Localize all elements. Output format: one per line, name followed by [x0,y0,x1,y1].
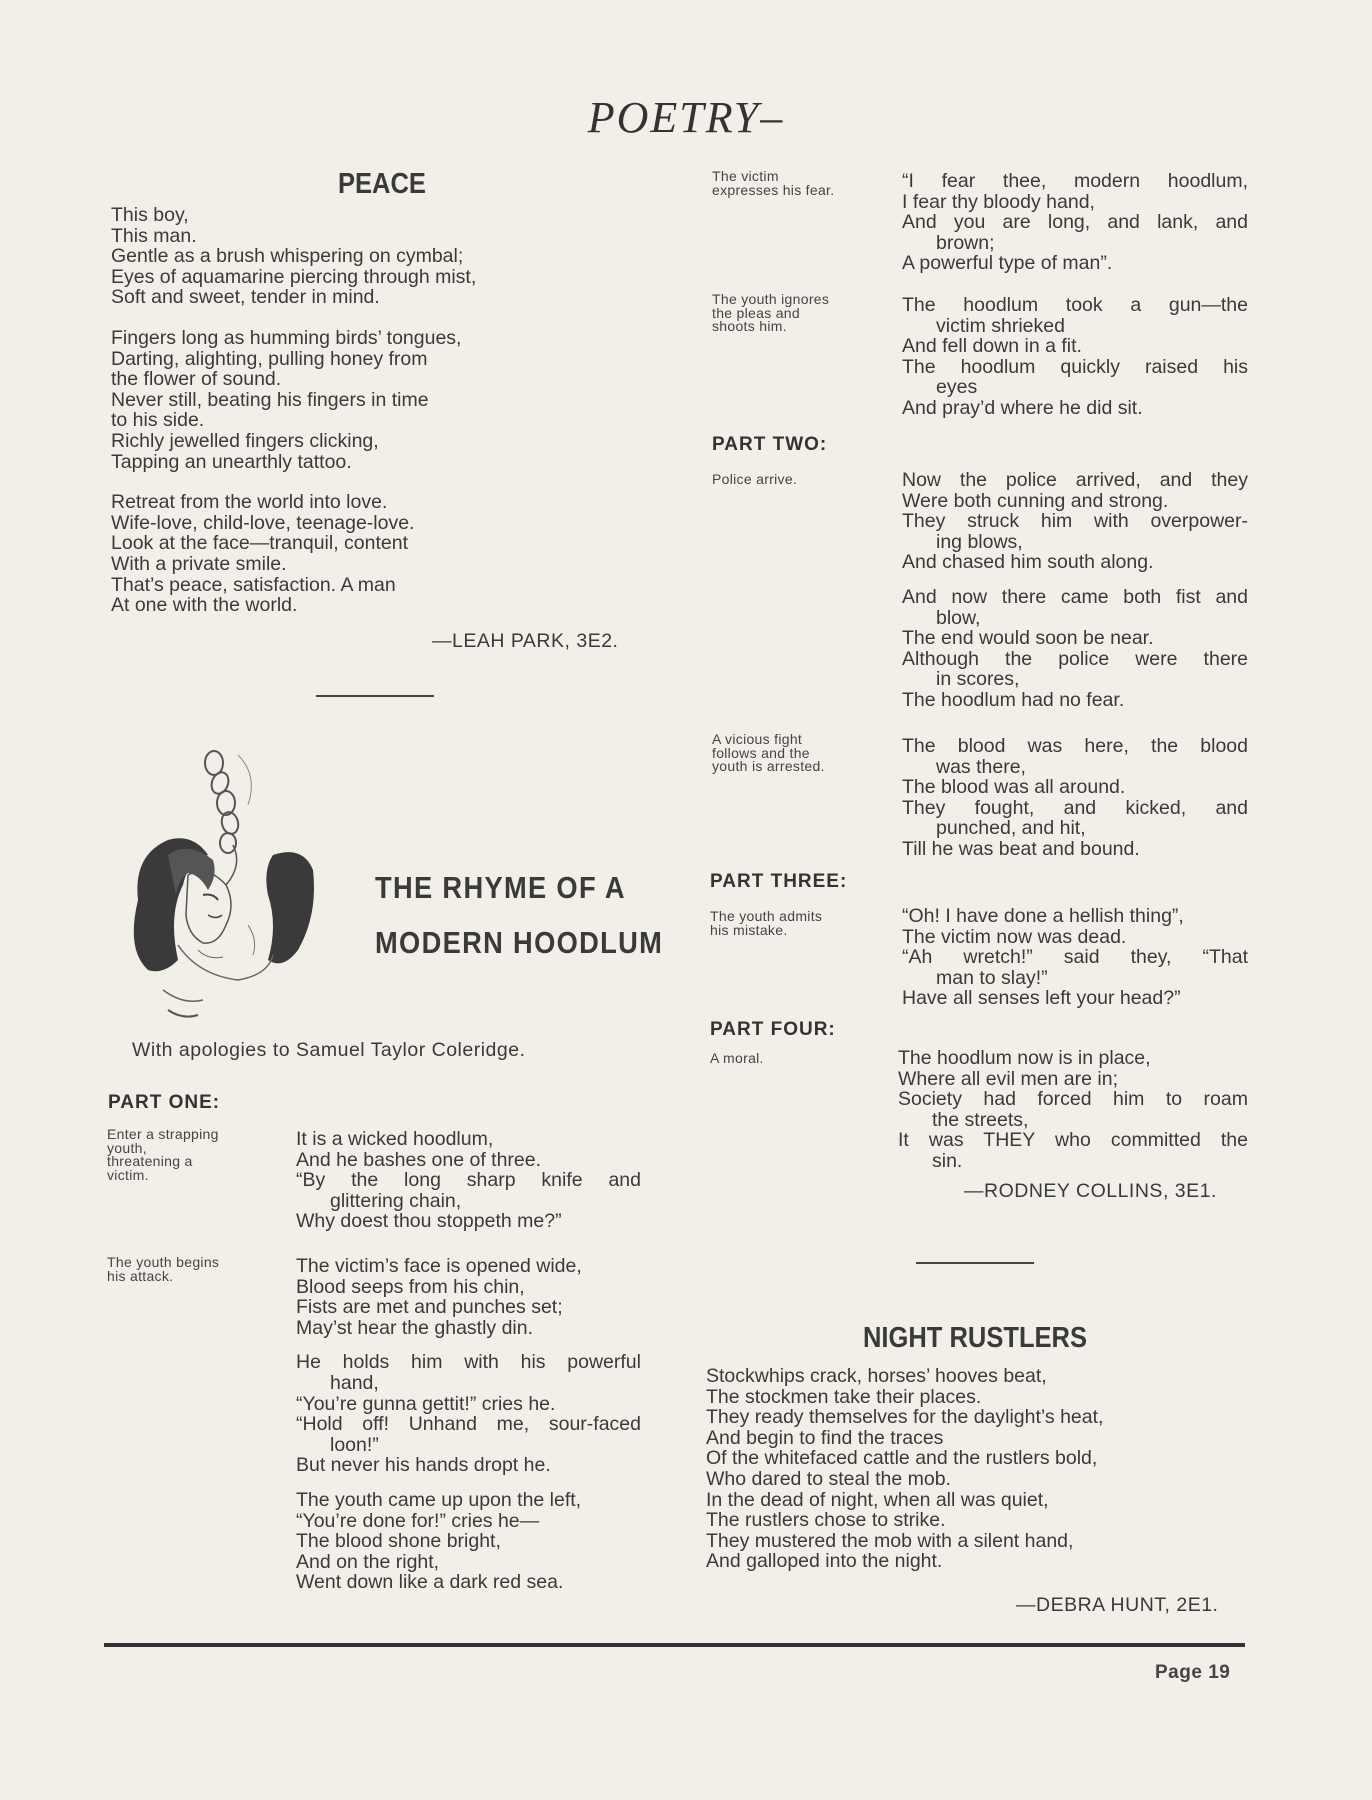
poem-line: “You’re gunna gettit!” cries he. [296,1392,556,1415]
note-line: The youth begins [107,1254,220,1270]
poem-line: sin. [932,1149,963,1172]
part-one-heading: PART ONE: [108,1092,221,1113]
poem-line: Richly jewelled fingers clicking, [111,429,379,452]
stanza [902,736,1248,860]
poem-line: Now the police arrived, and they [902,469,1248,491]
poem-line: Blood seeps from his chin, [296,1275,525,1298]
note-line: The victim [712,168,779,184]
poem-line: Fists are met and punches set; [296,1296,563,1319]
poem-line: “You’re done for!” cries he— [296,1509,540,1532]
poem-line: Have all senses left your head?” [902,987,1181,1010]
poem-line: This boy, [111,204,189,226]
stanza [898,1048,1248,1172]
poem-line: Eyes of aquamarine piercing through mist, [111,265,477,288]
footer-rule [104,1643,1245,1647]
peace-title: PEACE [338,168,426,200]
margin-note [712,170,882,197]
poem-line: And on the right, [296,1550,440,1573]
poem-line: The end would soon be near. [902,627,1154,650]
poem-line: This man. [111,224,197,247]
rustlers-title: NIGHT RUSTLERS [863,1322,1088,1354]
poem-line: May’st hear the ghastly din. [296,1316,534,1339]
note-line: victim. [107,1166,149,1183]
poem-line: It was THEY who committed the [898,1129,1248,1152]
poem-line: Where all evil men are in; [898,1067,1119,1090]
poem-line: And fell down in a fit. [902,335,1082,358]
poem-line: The hoodlum now is in place, [898,1047,1151,1069]
poem-line: blow, [936,606,981,629]
poem-line: At one with the world. [111,594,298,617]
note-line: the pleas and [712,304,800,321]
poem-line: loon!” [330,1433,379,1456]
note-line: A moral. [710,1050,764,1066]
poem-line: The blood shone bright, [296,1530,501,1553]
poem-line: But never his hands dropt he. [296,1454,551,1477]
poem-line: That’s peace, satisfaction. A man [111,573,396,596]
poem-line: The youth came up upon the left, [296,1488,582,1511]
poem-line: They fought, and kicked, and [902,796,1248,819]
stanza [902,470,1248,711]
peace-poem [111,205,651,616]
poem-line: “I fear thee, modern hoodlum, [902,170,1248,192]
poem-line: In the dead of night, when all was quiet, [706,1488,1049,1511]
poem-line: The blood was here, the blood [902,735,1248,757]
note-line: his mistake. [710,921,788,938]
part-four-heading: PART FOUR: [710,1019,836,1040]
stanza [902,906,1248,1009]
rustlers-author: —DEBRA HUNT, 2E1. [1016,1594,1219,1616]
note-line: shoots him. [712,318,787,334]
margin-note [710,1052,880,1066]
margin-note [107,1128,267,1182]
poem-line: Gentle as a brush whispering on cymbal; [111,245,464,268]
note-line: threatening a [107,1153,193,1169]
note-line: youth, [107,1139,147,1156]
poem-line: in scores, [936,668,1020,691]
poem-line: was there, [936,755,1026,778]
poem-line: Retreat from the world into love. [111,491,388,514]
note-line: his attack. [107,1267,174,1284]
poem-line: Till he was beat and bound. [902,837,1140,860]
stanza [296,1129,641,1232]
poem-line: They struck him with overpower- [902,510,1248,533]
poem-line: Of the whitefaced cattle and the rustlers bold, [706,1447,1098,1470]
poem-line: Were both cunning and strong. [902,489,1169,512]
poem-line: The hoodlum took a gun—the [902,294,1248,316]
poem-line: They mustered the mob with a silent hand, [706,1529,1074,1552]
poem-line: And galloped into the night. [706,1550,943,1573]
poem-line: Soft and sweet, tender in mind. [111,286,380,309]
poem-line: glittering chain, [330,1189,462,1212]
note-line: Police arrive. [712,471,798,487]
note-line: follows and the [712,744,810,761]
poem-line: It is a wicked hoodlum, [296,1128,494,1150]
note-line: The youth admits [710,908,823,924]
poem-line: I fear thy bloody hand, [902,190,1095,213]
poem-line: Although the police were there [902,647,1248,670]
hoodlum-illustration [108,745,333,1030]
poem-line: The hoodlum had no fear. [902,688,1125,711]
part-three-heading: PART THREE: [710,871,848,892]
rustlers-poem [706,1366,1246,1572]
margin-note [107,1256,267,1283]
note-line: Enter a strapping [107,1126,219,1142]
note-line: A vicious fight [712,731,803,747]
poem-line: brown; [936,231,995,254]
poem-line: Never still, beating his fingers in time [111,388,429,411]
poem-line: The victim’s face is opened wide, [296,1255,582,1277]
poem-line: punched, and hit, [936,817,1086,840]
poem-line: “Oh! I have done a hellish thing”, [902,905,1184,927]
margin-note [710,910,880,937]
poem-line: And chased him south along. [902,551,1154,574]
poem-line: Look at the face—tranquil, content [111,532,409,555]
poem-line: The rustlers chose to strike. [706,1509,946,1532]
page-header: POETRY– [587,93,785,142]
page-number: Page 19 [1155,1662,1231,1683]
poem-line: eyes [936,376,978,399]
poem-line: man to slay!” [936,966,1048,989]
hoodlum-subtitle: With apologies to Samuel Taylor Coleridge. [132,1039,526,1061]
poem-line: And pray’d where he did sit. [902,396,1143,419]
divider [316,695,434,697]
poem-line: Wife-love, child-love, teenage-love. [111,511,415,534]
stanza [902,295,1248,419]
poem-line: Darting, alighting, pulling honey from [111,347,428,370]
poem-line: to his side. [111,409,205,432]
stanza [902,171,1248,274]
peace-author: —LEAH PARK, 3E2. [432,630,619,652]
poem-line: Why doest thou stoppeth me?” [296,1210,562,1233]
poem-line: With a private smile. [111,552,287,575]
poem-line: They ready themselves for the daylight’s heat, [706,1406,1104,1429]
poem-line: Who dared to steal the mob. [706,1467,951,1490]
poem-line: And you are long, and lank, and [902,211,1248,234]
poem-line: And begin to find the traces [706,1426,944,1449]
poem-line: Tapping an unearthly tattoo. [111,450,352,473]
hoodlum-author: —RODNEY COLLINS, 3E1. [964,1180,1217,1202]
poem-line: And now there came both fist and [902,585,1248,608]
part-two-heading: PART TWO: [712,434,828,455]
poem-line: The stockmen take their places. [706,1385,982,1408]
poem-line: the streets, [932,1108,1029,1131]
poem-line: A powerful type of man”. [902,252,1113,275]
note-line: The youth ignores [712,291,830,307]
poem-line: And he bashes one of three. [296,1148,542,1171]
poem-line: “Hold off! Unhand me, sour-faced [296,1413,641,1436]
poem-line: Fingers long as humming birds’ tongues, [111,326,462,349]
margin-note [712,733,882,774]
poem-line: The victim now was dead. [902,925,1127,948]
margin-note [712,293,882,334]
poem-line: victim shrieked [936,314,1065,337]
hoodlum-title-line1: THE RHYME OF A [375,870,626,905]
margin-note [712,473,882,487]
poem-line: He holds him with his powerful [296,1351,641,1374]
poem-line: Society had forced him to roam [898,1088,1248,1111]
note-line: youth is arrested. [712,758,825,774]
stanza [296,1256,641,1593]
poem-line: hand, [330,1371,379,1394]
poem-line: Went down like a dark red sea. [296,1571,564,1594]
hoodlum-title-line2: MODERN HOODLUM [375,925,664,960]
poem-line: “By the long sharp knife and [296,1169,641,1192]
divider [916,1262,1034,1264]
poem-line: “Ah wretch!” said they, “That [902,946,1248,969]
poem-line: ing blows, [936,530,1023,553]
poem-line: Stockwhips crack, horses’ hooves beat, [706,1365,1047,1387]
poem-line: the flower of sound. [111,368,282,391]
poem-line: The blood was all around. [902,776,1126,799]
note-line: expresses his fear. [712,181,835,198]
poem-line: The hoodlum quickly raised his [902,355,1248,378]
